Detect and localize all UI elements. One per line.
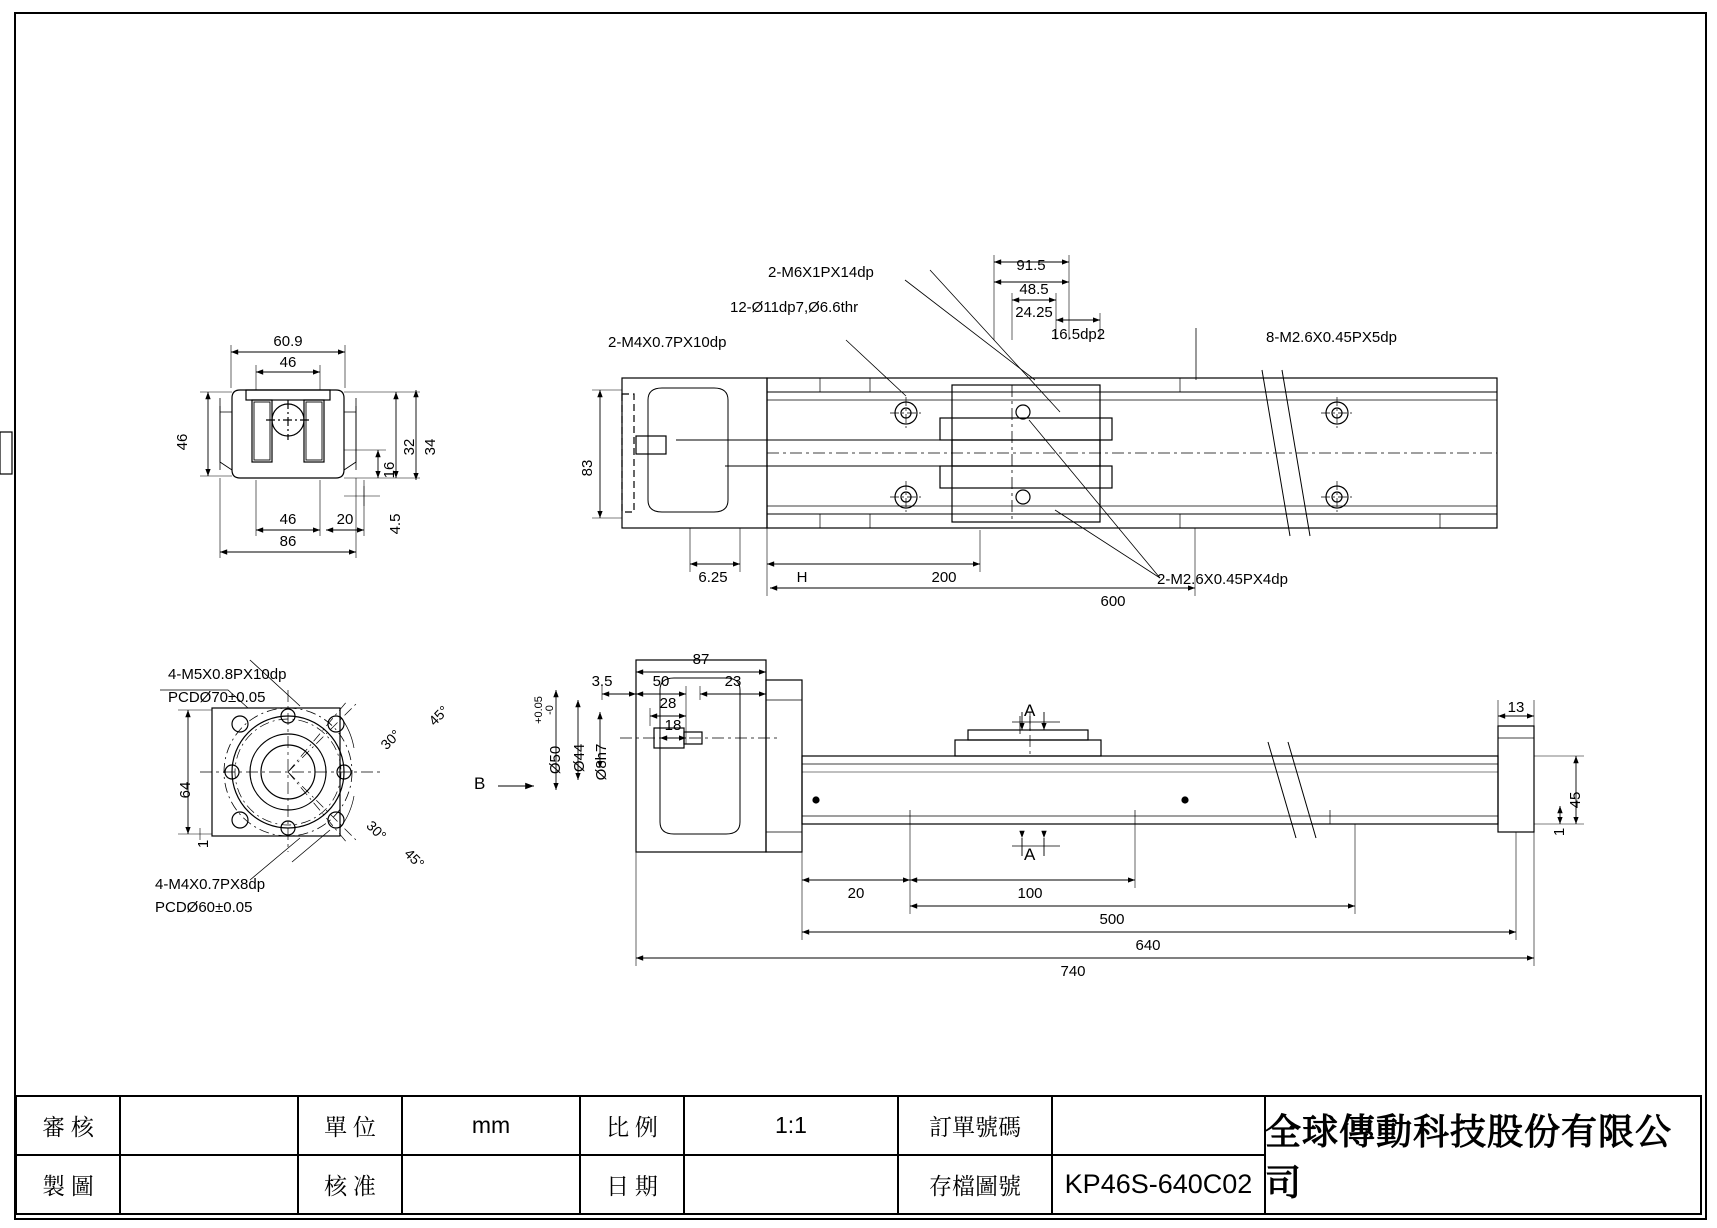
- file-label: 存檔圖號: [929, 1174, 1021, 1199]
- dim-48-5: 48.5: [1019, 281, 1049, 298]
- date-label: 日 期: [606, 1174, 658, 1199]
- callout-2-m4x07px10dp: 2-M4X0.7PX10dp: [608, 334, 727, 351]
- callout-8-m26x045px5dp: 8-M2.6X0.45PX5dp: [1266, 329, 1397, 346]
- callout-pcd60: PCDØ60±0.05: [155, 899, 253, 916]
- dim-h: H: [796, 569, 808, 586]
- section-mark-b: B: [474, 774, 486, 793]
- callout-4-m5x08px10dp: 4-M5X0.8PX10dp: [168, 666, 287, 683]
- dim-86: 86: [279, 533, 297, 550]
- dim-13: 13: [1507, 699, 1525, 716]
- unit-label: 單 位: [324, 1115, 376, 1140]
- dim-3-5: 3.5: [591, 673, 613, 690]
- dim-83: 83: [579, 459, 596, 477]
- dim-740: 740: [1060, 963, 1086, 980]
- approve-label: 核 准: [324, 1174, 376, 1199]
- angle-30-bottom: 30°: [363, 817, 390, 844]
- dim-46-bottom: 46: [279, 511, 297, 528]
- callout-12-d11dp7: 12-Ø11dp7,Ø6.6thr: [730, 299, 859, 316]
- dim-640: 640: [1135, 937, 1161, 954]
- dim-d44: Ø44: [571, 743, 588, 773]
- scale-label: 比 例: [606, 1115, 658, 1140]
- dim-50: 50: [652, 673, 670, 690]
- dim-60-9: 60.9: [273, 333, 303, 350]
- review-label: 審 核: [42, 1115, 94, 1140]
- dim-20-side: 20: [847, 885, 865, 902]
- dim-500: 500: [1099, 911, 1125, 928]
- tol-minus: -0: [544, 705, 556, 715]
- dim-64: 64: [177, 781, 194, 799]
- order-label: 訂單號碼: [929, 1115, 1021, 1140]
- dim-45: 45: [1567, 791, 1584, 809]
- dim-91-5: 91.5: [1016, 257, 1046, 274]
- dim-1: 1: [195, 839, 212, 849]
- section-mark-a-top: A: [1024, 701, 1036, 720]
- angle-30-top: 30°: [377, 726, 404, 753]
- unit-value: mm: [471, 1112, 511, 1138]
- order-value[interactable]: [1052, 1096, 1265, 1155]
- callout-pcd70: PCDØ70±0.05: [168, 689, 266, 706]
- dim-200: 200: [931, 569, 957, 586]
- scale-value: 1:1: [775, 1112, 807, 1138]
- dim-32: 32: [401, 438, 418, 456]
- dim-24-25: 24.25: [1015, 304, 1053, 321]
- tol-plus: +0.05: [533, 696, 545, 724]
- dim-46-left: 46: [174, 433, 191, 451]
- dim-16-5dp2: 16.5dp2: [1050, 326, 1106, 343]
- dim-20: 20: [336, 511, 354, 528]
- callout-2-m6x1px14dp: 2-M6X1PX14dp: [768, 264, 874, 281]
- file-value: KP46S-640C02: [1064, 1169, 1253, 1199]
- section-mark-a-bottom: A: [1024, 845, 1036, 864]
- dim-d50: Ø50: [547, 745, 564, 775]
- draw-label: 製 圖: [42, 1174, 94, 1199]
- approve-value[interactable]: [402, 1155, 580, 1214]
- dim-34: 34: [422, 438, 439, 456]
- review-value[interactable]: [120, 1096, 298, 1155]
- dim-87: 87: [692, 651, 710, 668]
- dim-28: 28: [659, 695, 677, 712]
- dim-18: 18: [664, 717, 682, 734]
- angle-45-bottom: 45°: [401, 845, 428, 872]
- company-name: 全球傳動科技股份有限公司: [1265, 1112, 1673, 1203]
- dim-6-25: 6.25: [698, 569, 728, 586]
- callout-4-m4x07px8dp: 4-M4X0.7PX8dp: [155, 876, 266, 893]
- dim-46-top: 46: [279, 354, 297, 371]
- dim-600: 600: [1100, 593, 1126, 610]
- dim-1-right: 1: [1551, 827, 1568, 837]
- date-value[interactable]: [684, 1155, 898, 1214]
- dim-4-5: 4.5: [387, 513, 404, 535]
- callout-2-m26x045px4dp: 2-M2.6X0.45PX4dp: [1157, 571, 1288, 588]
- dim-d8h7: Ø8h7: [593, 743, 610, 781]
- dim-100: 100: [1017, 885, 1043, 902]
- angle-45-top: 45°: [425, 702, 452, 729]
- dim-16: 16: [381, 461, 398, 479]
- draw-value[interactable]: [120, 1155, 298, 1214]
- dim-23: 23: [724, 673, 742, 690]
